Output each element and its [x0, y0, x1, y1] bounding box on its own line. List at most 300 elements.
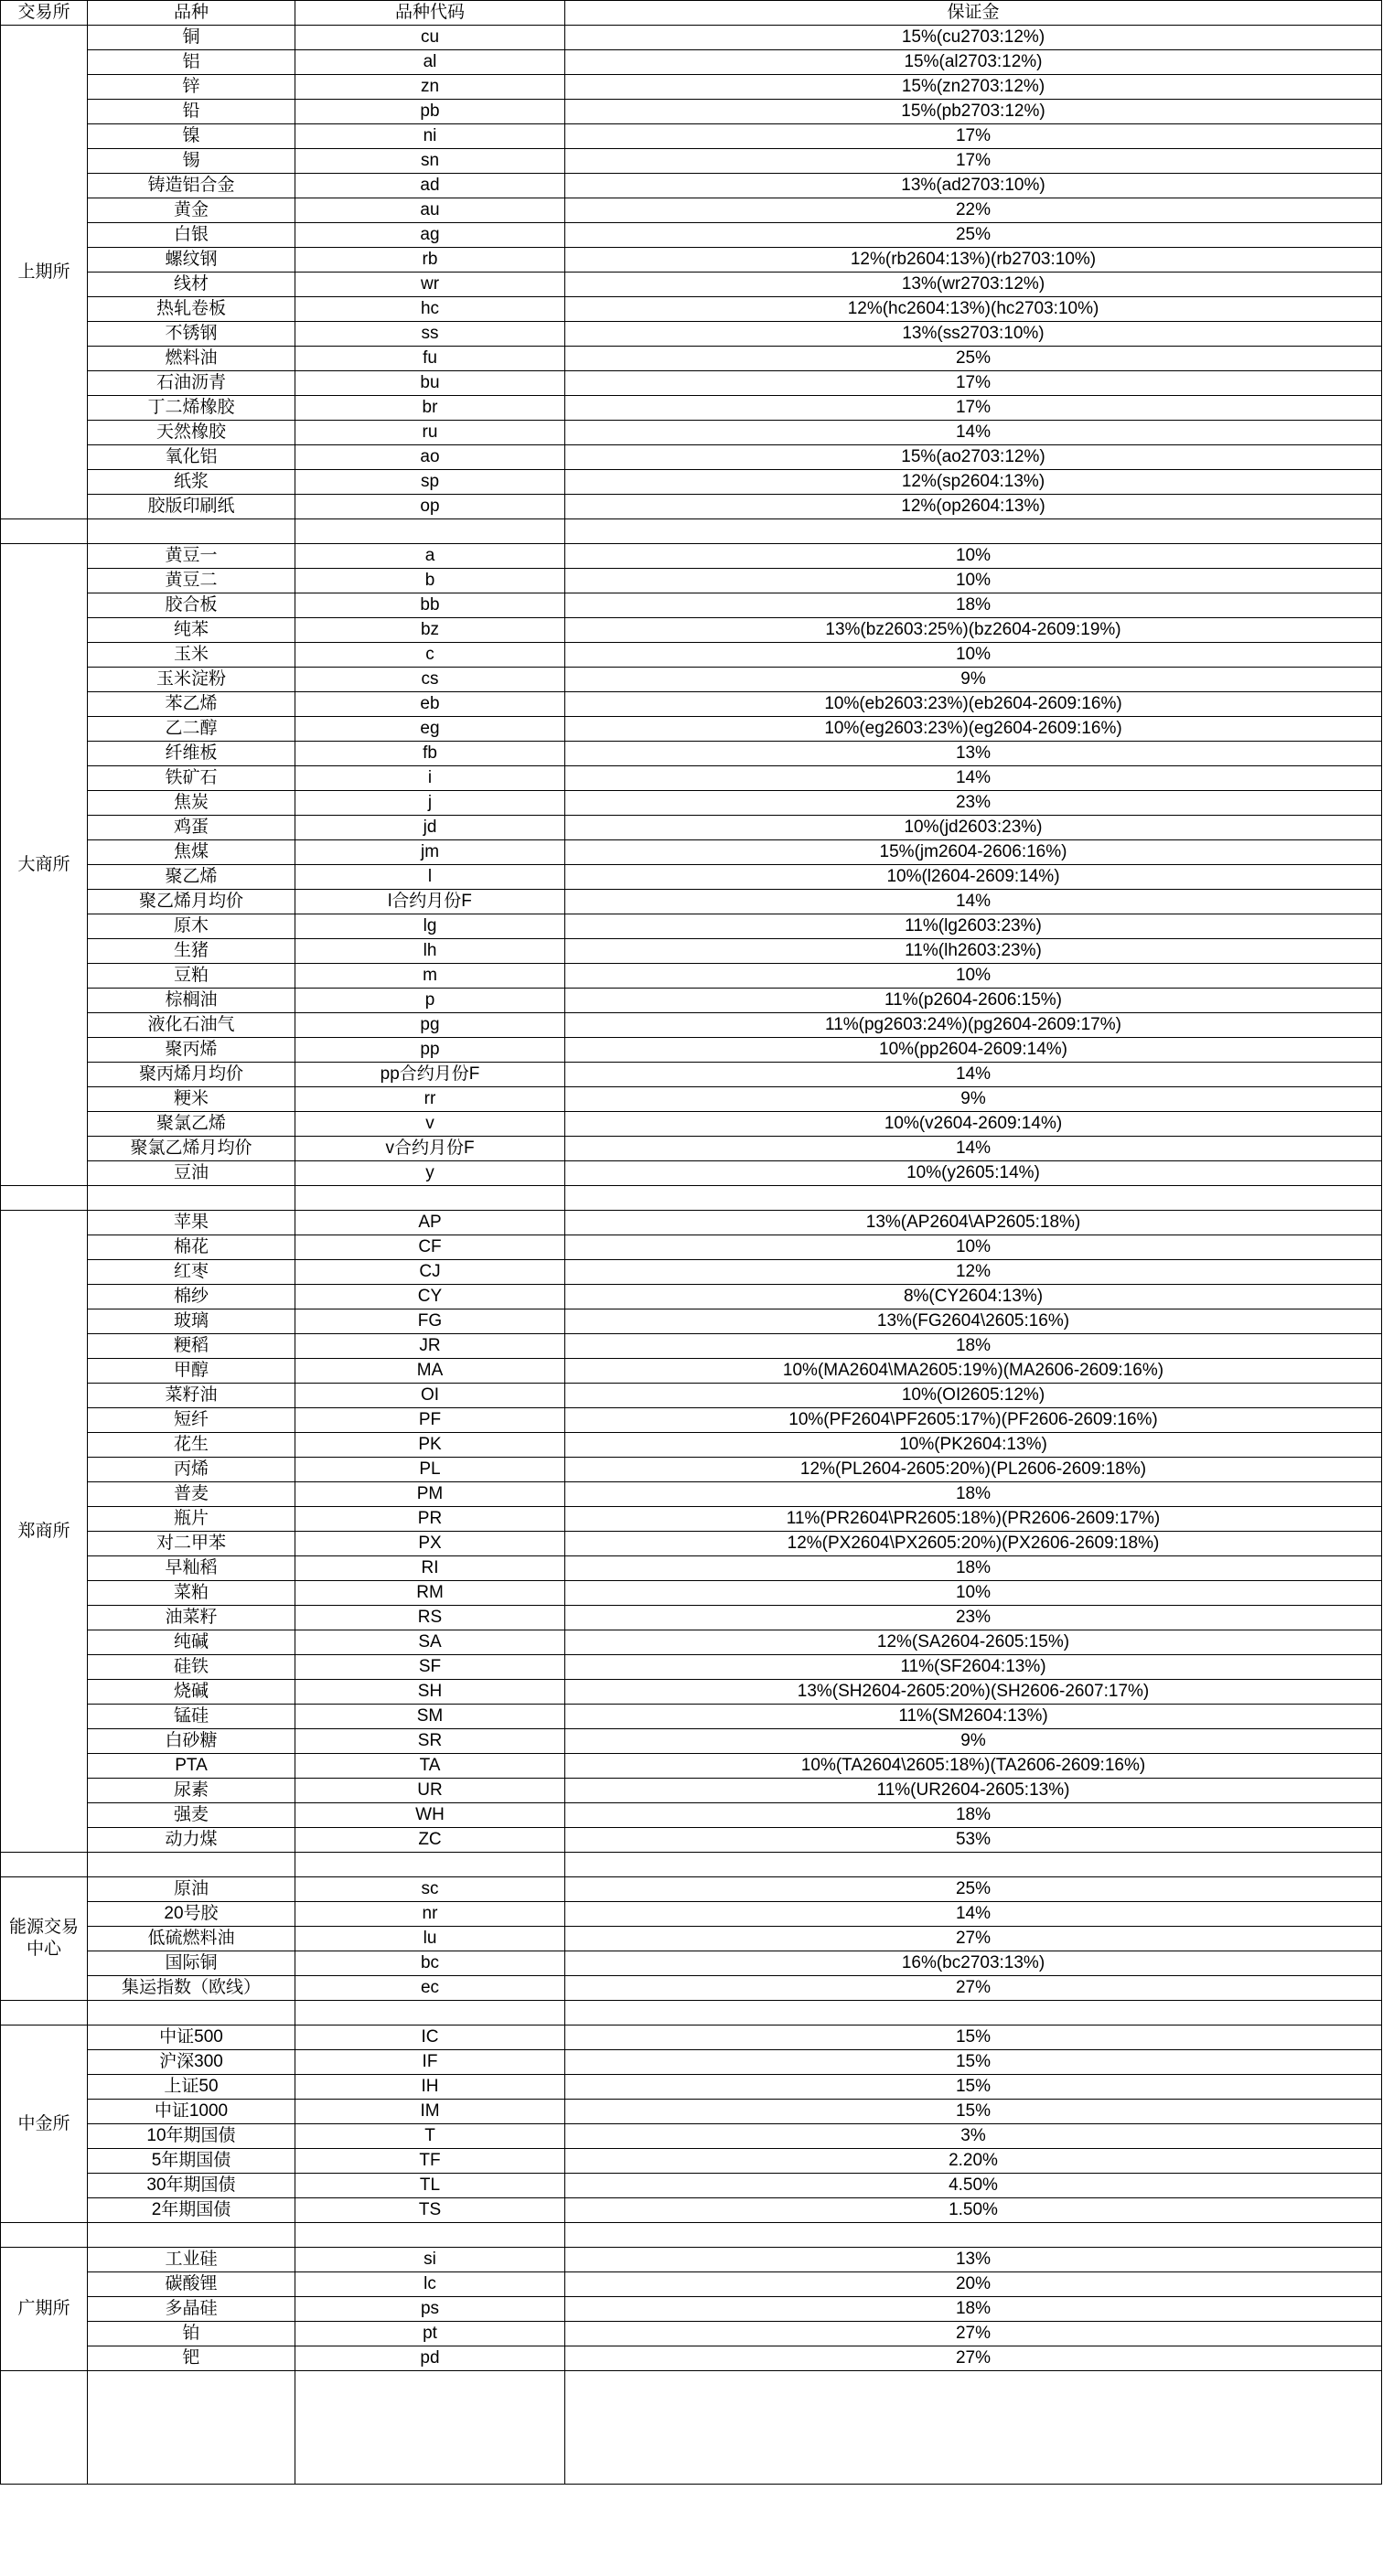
table-row — [1, 75, 1382, 100]
variety-cell: 上证50 — [88, 2075, 295, 2100]
margin-cell: 18% — [565, 1482, 1382, 1507]
spacer-row — [1, 1186, 1382, 1211]
margin-cell: 27% — [565, 1927, 1382, 1951]
spacer-row — [1, 2001, 1382, 2026]
code-cell: jm — [295, 840, 565, 865]
variety-cell: 2年期国债 — [88, 2198, 295, 2223]
margin-cell: 11%(lg2603:23%) — [565, 914, 1382, 939]
table-row — [1, 1309, 1382, 1334]
empty-cell — [88, 2001, 295, 2026]
table-row — [1, 421, 1382, 445]
variety-cell: 花生 — [88, 1433, 295, 1458]
code-cell: UR — [295, 1779, 565, 1803]
code-cell: p — [295, 989, 565, 1013]
variety-cell: 铝 — [88, 50, 295, 75]
variety-cell: 聚丙烯月均价 — [88, 1063, 295, 1087]
empty-cell — [88, 1853, 295, 1877]
margin-cell: 11%(lh2603:23%) — [565, 939, 1382, 964]
margin-cell: 18% — [565, 1803, 1382, 1828]
margin-cell: 11%(SF2604:13%) — [565, 1655, 1382, 1680]
margin-cell: 12%(SA2604-2605:15%) — [565, 1630, 1382, 1655]
table-row — [1, 371, 1382, 396]
margin-cell: 16%(bc2703:13%) — [565, 1951, 1382, 1976]
variety-cell: 白砂糖 — [88, 1729, 295, 1754]
code-cell: ad — [295, 174, 565, 198]
margin-cell: 13%(ad2703:10%) — [565, 174, 1382, 198]
variety-cell: 液化石油气 — [88, 1013, 295, 1038]
empty-cell — [295, 1853, 565, 1877]
variety-cell: 纯苯 — [88, 618, 295, 643]
table-row — [1, 1680, 1382, 1705]
variety-cell: 黄豆二 — [88, 569, 295, 593]
variety-cell: 甲醇 — [88, 1359, 295, 1384]
margin-cell: 13%(wr2703:12%) — [565, 273, 1382, 297]
empty-cell — [295, 1186, 565, 1211]
margin-cell: 15%(jm2604-2606:16%) — [565, 840, 1382, 865]
table-row — [1, 2149, 1382, 2174]
variety-cell: 鸡蛋 — [88, 816, 295, 840]
empty-cell — [1, 519, 88, 544]
table-row — [1, 1433, 1382, 1458]
code-cell: eg — [295, 717, 565, 742]
variety-cell: 焦煤 — [88, 840, 295, 865]
code-cell: op — [295, 495, 565, 519]
variety-cell: 生猪 — [88, 939, 295, 964]
variety-cell: 螺纹钢 — [88, 248, 295, 273]
table-row — [1, 569, 1382, 593]
variety-cell: 豆油 — [88, 1161, 295, 1186]
margin-cell: 9% — [565, 668, 1382, 692]
code-cell: RS — [295, 1606, 565, 1630]
table-row — [1, 2198, 1382, 2223]
variety-cell: 原油 — [88, 1877, 295, 1902]
margin-cell: 13%(bz2603:25%)(bz2604-2609:19%) — [565, 618, 1382, 643]
code-cell: pt — [295, 2322, 565, 2346]
code-cell: ni — [295, 124, 565, 149]
exchange-cell: 郑商所 — [1, 1211, 88, 1853]
margin-cell: 27% — [565, 2322, 1382, 2346]
code-cell: ps — [295, 2297, 565, 2322]
code-cell: a — [295, 544, 565, 569]
code-cell: RI — [295, 1556, 565, 1581]
code-cell: bz — [295, 618, 565, 643]
code-cell: ss — [295, 322, 565, 347]
variety-cell: 黄豆一 — [88, 544, 295, 569]
code-cell: AP — [295, 1211, 565, 1235]
header-margin: 保证金 — [565, 1, 1382, 26]
spacer-row — [1, 519, 1382, 544]
code-cell: al — [295, 50, 565, 75]
table-row — [1, 964, 1382, 989]
margin-cell: 20% — [565, 2272, 1382, 2297]
variety-cell: 热轧卷板 — [88, 297, 295, 322]
margin-cell: 14% — [565, 890, 1382, 914]
margin-cell: 10% — [565, 964, 1382, 989]
margin-cell: 10%(PF2604\PF2605:17%)(PF2606-2609:16%) — [565, 1408, 1382, 1433]
variety-cell: 油菜籽 — [88, 1606, 295, 1630]
empty-cell — [565, 1186, 1382, 1211]
variety-cell: 白银 — [88, 223, 295, 248]
variety-cell: 镍 — [88, 124, 295, 149]
table-row — [1, 1877, 1382, 1902]
code-cell: bb — [295, 593, 565, 618]
table-row — [1, 2050, 1382, 2075]
code-cell: rb — [295, 248, 565, 273]
spacer-row — [1, 2223, 1382, 2248]
table-row — [1, 1927, 1382, 1951]
empty-cell — [88, 1186, 295, 1211]
table-row — [1, 717, 1382, 742]
variety-cell: 不锈钢 — [88, 322, 295, 347]
table-row — [1, 1063, 1382, 1087]
margin-cell: 1.50% — [565, 2198, 1382, 2223]
margin-cell: 10% — [565, 544, 1382, 569]
margin-cell: 17% — [565, 124, 1382, 149]
empty-cell — [295, 2001, 565, 2026]
code-cell: m — [295, 964, 565, 989]
table-row — [1, 865, 1382, 890]
margin-cell: 14% — [565, 1137, 1382, 1161]
code-cell: lc — [295, 2272, 565, 2297]
table-row — [1, 692, 1382, 717]
code-cell: IF — [295, 2050, 565, 2075]
table-row — [1, 2026, 1382, 2050]
margin-cell: 10%(pp2604-2609:14%) — [565, 1038, 1382, 1063]
header-code: 品种代码 — [295, 1, 565, 26]
table-row — [1, 2075, 1382, 2100]
code-cell: WH — [295, 1803, 565, 1828]
table-row — [1, 198, 1382, 223]
table-row — [1, 1211, 1382, 1235]
table-row — [1, 643, 1382, 668]
variety-cell: 铅 — [88, 100, 295, 124]
table-row — [1, 1729, 1382, 1754]
variety-cell: 棕榈油 — [88, 989, 295, 1013]
variety-cell: 焦炭 — [88, 791, 295, 816]
table-row — [1, 445, 1382, 470]
margin-cell: 27% — [565, 1976, 1382, 2001]
table-row — [1, 939, 1382, 964]
code-cell: zn — [295, 75, 565, 100]
empty-cell — [88, 2371, 295, 2485]
variety-cell: 铜 — [88, 26, 295, 50]
empty-cell — [565, 2371, 1382, 2485]
code-cell: bu — [295, 371, 565, 396]
variety-cell: 聚乙烯 — [88, 865, 295, 890]
margin-cell: 11%(UR2604-2605:13%) — [565, 1779, 1382, 1803]
variety-cell: 30年期国债 — [88, 2174, 295, 2198]
margin-cell: 12%(sp2604:13%) — [565, 470, 1382, 495]
margin-cell: 27% — [565, 2346, 1382, 2371]
code-cell: ag — [295, 223, 565, 248]
variety-cell: 石油沥青 — [88, 371, 295, 396]
empty-cell — [565, 2001, 1382, 2026]
table-row — [1, 26, 1382, 50]
margin-cell: 13%(FG2604\2605:16%) — [565, 1309, 1382, 1334]
empty-cell — [1, 2001, 88, 2026]
code-cell: SA — [295, 1630, 565, 1655]
variety-cell: 多晶硅 — [88, 2297, 295, 2322]
margin-cell: 10%(eb2603:23%)(eb2604-2609:16%) — [565, 692, 1382, 717]
exchange-cell: 能源交易中心 — [1, 1877, 88, 2001]
code-cell: v — [295, 1112, 565, 1137]
spacer-row — [1, 1853, 1382, 1877]
empty-cell — [295, 2223, 565, 2248]
variety-cell: 动力煤 — [88, 1828, 295, 1853]
variety-cell: 集运指数（欧线） — [88, 1976, 295, 2001]
margin-cell: 10%(MA2604\MA2605:19%)(MA2606-2609:16%) — [565, 1359, 1382, 1384]
table-row — [1, 1902, 1382, 1927]
table-row — [1, 1359, 1382, 1384]
margin-cell: 18% — [565, 1556, 1382, 1581]
variety-cell: 纸浆 — [88, 470, 295, 495]
code-cell: lu — [295, 1927, 565, 1951]
margin-cell: 23% — [565, 791, 1382, 816]
variety-cell: 中证500 — [88, 2026, 295, 2050]
table-row — [1, 890, 1382, 914]
margin-cell: 11%(PR2604\PR2605:18%)(PR2606-2609:17%) — [565, 1507, 1382, 1532]
variety-cell: 聚氯乙烯 — [88, 1112, 295, 1137]
variety-cell: 短纤 — [88, 1408, 295, 1433]
table-row — [1, 1482, 1382, 1507]
empty-cell — [295, 2371, 565, 2485]
variety-cell: 5年期国债 — [88, 2149, 295, 2174]
empty-cell — [1, 1186, 88, 1211]
variety-cell: 菜粕 — [88, 1581, 295, 1606]
margin-cell: 15%(cu2703:12%) — [565, 26, 1382, 50]
variety-cell: 锌 — [88, 75, 295, 100]
code-cell: cu — [295, 26, 565, 50]
variety-cell: 锰硅 — [88, 1705, 295, 1729]
margin-cell: 53% — [565, 1828, 1382, 1853]
margin-cell: 15% — [565, 2100, 1382, 2124]
table-body — [1, 26, 1382, 2485]
table-row — [1, 2322, 1382, 2346]
margin-cell: 13% — [565, 2248, 1382, 2272]
variety-cell: 聚氯乙烯月均价 — [88, 1137, 295, 1161]
table-row — [1, 2272, 1382, 2297]
variety-cell: 钯 — [88, 2346, 295, 2371]
table-row — [1, 223, 1382, 248]
variety-cell: 硅铁 — [88, 1655, 295, 1680]
code-cell: IM — [295, 2100, 565, 2124]
code-cell: si — [295, 2248, 565, 2272]
table-row — [1, 1779, 1382, 1803]
margin-cell: 22% — [565, 198, 1382, 223]
margin-cell: 10%(OI2605:12%) — [565, 1384, 1382, 1408]
variety-cell: 20号胶 — [88, 1902, 295, 1927]
margin-cell: 11%(SM2604:13%) — [565, 1705, 1382, 1729]
code-cell: l — [295, 865, 565, 890]
variety-cell: 中证1000 — [88, 2100, 295, 2124]
code-cell: j — [295, 791, 565, 816]
table-row — [1, 174, 1382, 198]
table-row — [1, 1828, 1382, 1853]
table-row — [1, 1507, 1382, 1532]
code-cell: jd — [295, 816, 565, 840]
margin-cell: 12%(hc2604:13%)(hc2703:10%) — [565, 297, 1382, 322]
margin-cell: 10%(TA2604\2605:18%)(TA2606-2609:16%) — [565, 1754, 1382, 1779]
code-cell: pb — [295, 100, 565, 124]
variety-cell: 玉米淀粉 — [88, 668, 295, 692]
code-cell: TF — [295, 2149, 565, 2174]
empty-cell — [565, 1853, 1382, 1877]
table-row — [1, 1408, 1382, 1433]
margin-cell: 12%(op2604:13%) — [565, 495, 1382, 519]
variety-cell: 普麦 — [88, 1482, 295, 1507]
code-cell: wr — [295, 273, 565, 297]
margin-cell: 15%(al2703:12%) — [565, 50, 1382, 75]
variety-cell: 碳酸锂 — [88, 2272, 295, 2297]
code-cell: c — [295, 643, 565, 668]
table-row — [1, 1532, 1382, 1556]
table-row — [1, 1334, 1382, 1359]
table-row — [1, 1976, 1382, 2001]
code-cell: i — [295, 766, 565, 791]
margin-cell: 8%(CY2604:13%) — [565, 1285, 1382, 1309]
table-row — [1, 816, 1382, 840]
table-row — [1, 495, 1382, 519]
table-row — [1, 1112, 1382, 1137]
table-row — [1, 914, 1382, 939]
variety-cell: 胶合板 — [88, 593, 295, 618]
margin-cell: 15% — [565, 2050, 1382, 2075]
code-cell: sp — [295, 470, 565, 495]
code-cell: pd — [295, 2346, 565, 2371]
margin-cell: 10%(l2604-2609:14%) — [565, 865, 1382, 890]
margin-cell: 13%(AP2604\AP2605:18%) — [565, 1211, 1382, 1235]
code-cell: TS — [295, 2198, 565, 2223]
code-cell: OI — [295, 1384, 565, 1408]
code-cell: ec — [295, 1976, 565, 2001]
table-row — [1, 1087, 1382, 1112]
table-row — [1, 297, 1382, 322]
empty-cell — [295, 519, 565, 544]
margin-cell: 2.20% — [565, 2149, 1382, 2174]
empty-cell — [565, 2223, 1382, 2248]
variety-cell: 尿素 — [88, 1779, 295, 1803]
margin-cell: 14% — [565, 1902, 1382, 1927]
margin-cell: 17% — [565, 396, 1382, 421]
variety-cell: PTA — [88, 1754, 295, 1779]
variety-cell: 锡 — [88, 149, 295, 174]
empty-cell — [565, 519, 1382, 544]
variety-cell: 铂 — [88, 2322, 295, 2346]
code-cell: PK — [295, 1433, 565, 1458]
variety-cell: 沪深300 — [88, 2050, 295, 2075]
margin-cell: 9% — [565, 1729, 1382, 1754]
code-cell: fu — [295, 347, 565, 371]
code-cell: bc — [295, 1951, 565, 1976]
margin-cell: 18% — [565, 1334, 1382, 1359]
margin-cell: 12%(rb2604:13%)(rb2703:10%) — [565, 248, 1382, 273]
variety-cell: 铸造铝合金 — [88, 174, 295, 198]
code-cell: eb — [295, 692, 565, 717]
margin-cell: 4.50% — [565, 2174, 1382, 2198]
code-cell: br — [295, 396, 565, 421]
code-cell: CJ — [295, 1260, 565, 1285]
table-row — [1, 1606, 1382, 1630]
table-row — [1, 1754, 1382, 1779]
table-row — [1, 1581, 1382, 1606]
margin-cell: 15% — [565, 2026, 1382, 2050]
table-row — [1, 347, 1382, 371]
code-cell: b — [295, 569, 565, 593]
code-cell: T — [295, 2124, 565, 2149]
variety-cell: 对二甲苯 — [88, 1532, 295, 1556]
exchange-cell: 大商所 — [1, 544, 88, 1186]
variety-cell: 燃料油 — [88, 347, 295, 371]
margin-cell: 18% — [565, 593, 1382, 618]
table-row — [1, 791, 1382, 816]
empty-cell — [88, 519, 295, 544]
variety-cell: 线材 — [88, 273, 295, 297]
margin-cell: 12% — [565, 1260, 1382, 1285]
code-cell: CF — [295, 1235, 565, 1260]
margin-cell: 14% — [565, 1063, 1382, 1087]
margin-cell: 10%(jd2603:23%) — [565, 816, 1382, 840]
code-cell: PR — [295, 1507, 565, 1532]
empty-cell — [1, 2371, 88, 2485]
variety-cell: 纯碱 — [88, 1630, 295, 1655]
header-variety: 品种 — [88, 1, 295, 26]
code-cell: PX — [295, 1532, 565, 1556]
table-row — [1, 593, 1382, 618]
margin-cell: 13%(SH2604-2605:20%)(SH2606-2607:17%) — [565, 1680, 1382, 1705]
variety-cell: 早籼稻 — [88, 1556, 295, 1581]
variety-cell: 棉花 — [88, 1235, 295, 1260]
code-cell: RM — [295, 1581, 565, 1606]
table-row — [1, 989, 1382, 1013]
header-row — [1, 1, 1382, 26]
margin-cell: 25% — [565, 223, 1382, 248]
margin-cell: 10% — [565, 569, 1382, 593]
code-cell: SR — [295, 1729, 565, 1754]
margin-cell: 17% — [565, 149, 1382, 174]
variety-cell: 10年期国债 — [88, 2124, 295, 2149]
margin-cell: 25% — [565, 1877, 1382, 1902]
table-row — [1, 1655, 1382, 1680]
table-row — [1, 1803, 1382, 1828]
table-row — [1, 149, 1382, 174]
code-cell: hc — [295, 297, 565, 322]
code-cell: fb — [295, 742, 565, 766]
margin-cell: 25% — [565, 347, 1382, 371]
code-cell: MA — [295, 1359, 565, 1384]
empty-cell — [1, 1853, 88, 1877]
code-cell: pg — [295, 1013, 565, 1038]
variety-cell: 原木 — [88, 914, 295, 939]
table-row — [1, 124, 1382, 149]
exchange-cell: 广期所 — [1, 2248, 88, 2371]
table-row — [1, 840, 1382, 865]
table-row — [1, 2346, 1382, 2371]
margin-cell: 15%(zn2703:12%) — [565, 75, 1382, 100]
variety-cell: 强麦 — [88, 1803, 295, 1828]
table-row — [1, 2124, 1382, 2149]
margin-cell: 18% — [565, 2297, 1382, 2322]
table-row — [1, 2248, 1382, 2272]
code-cell: PL — [295, 1458, 565, 1482]
code-cell: SH — [295, 1680, 565, 1705]
variety-cell: 瓶片 — [88, 1507, 295, 1532]
table-row — [1, 1013, 1382, 1038]
code-cell: SF — [295, 1655, 565, 1680]
variety-cell: 丁二烯橡胶 — [88, 396, 295, 421]
table-row — [1, 1161, 1382, 1186]
table-row — [1, 2100, 1382, 2124]
variety-cell: 胶版印刷纸 — [88, 495, 295, 519]
